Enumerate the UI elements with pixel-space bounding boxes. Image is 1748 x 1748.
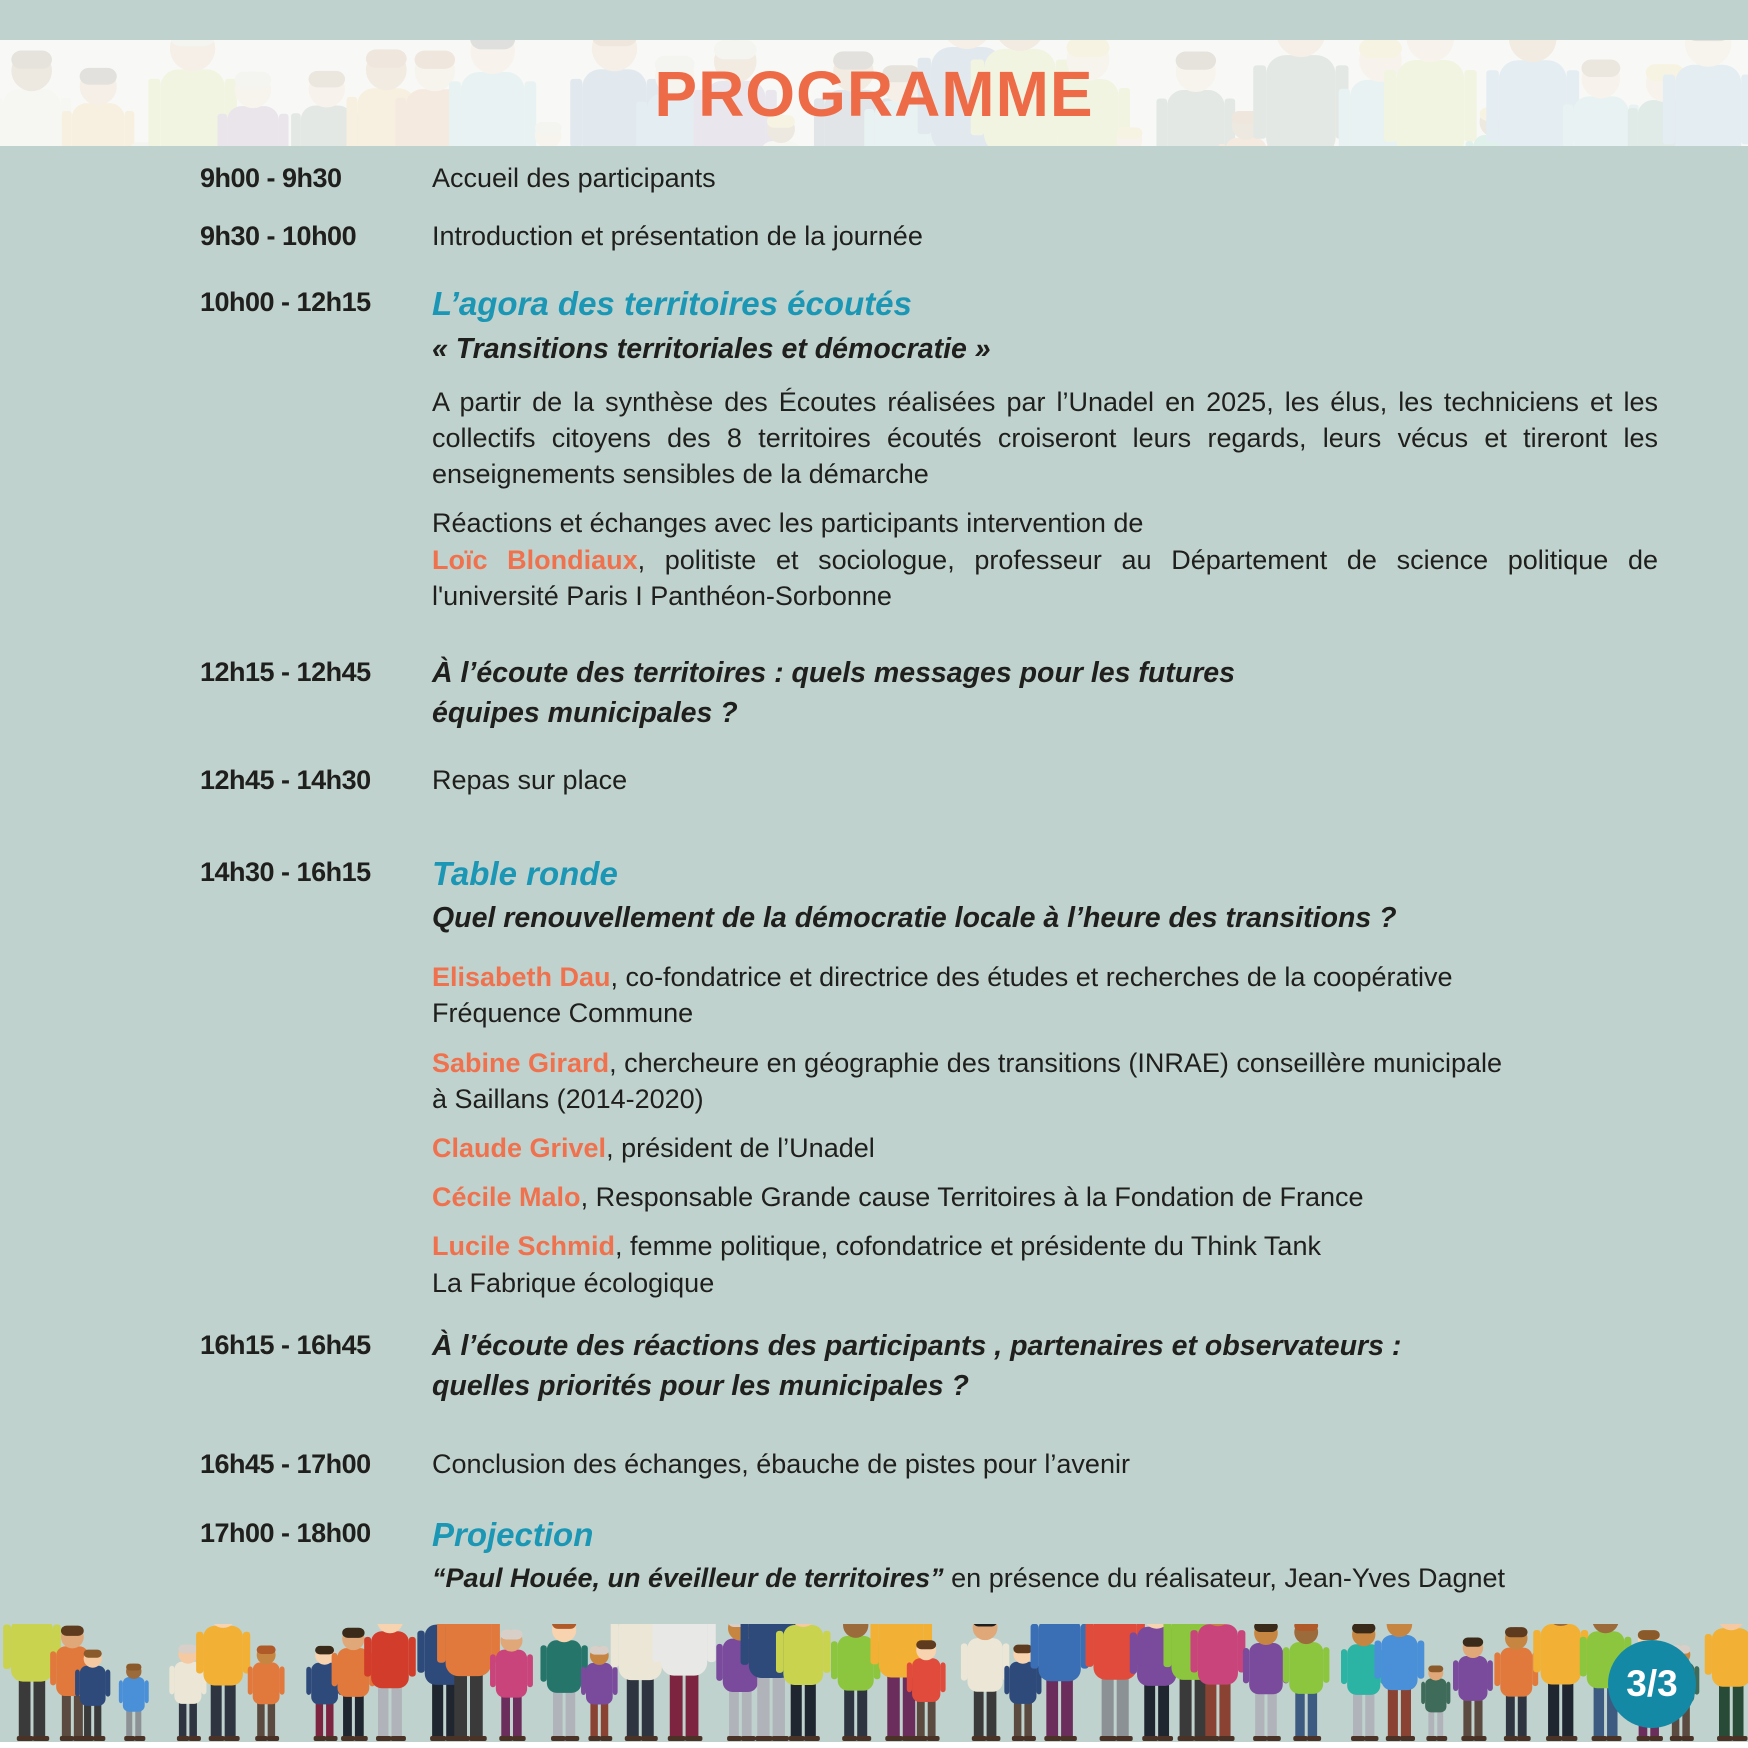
schedule-row <box>200 218 1658 254</box>
speaker-name: Sabine Girard <box>432 1047 610 1078</box>
speaker-role: , politiste et sociologue, professeur au Département de science politique de l'université Paris I Panthéon-Sorbonne <box>432 544 1658 611</box>
speaker-entry <box>432 1130 1658 1166</box>
time-range: 12h45 - 14h30 <box>200 764 371 795</box>
session-topic-line: Quel renouvellement de la démocratie locale à l’heure des transitions ? <box>432 902 1397 935</box>
session-content <box>432 762 1658 798</box>
session-content <box>432 218 1658 254</box>
session-topic-line: À l’écoute des réactions des participants , partenaires et observateurs : <box>432 1329 1402 1362</box>
speaker-role: , Responsable Grande cause Territoires à la Fondation de France <box>580 1182 1364 1213</box>
session-content <box>432 654 1658 734</box>
time-range: 9h00 - 9h30 <box>200 163 342 193</box>
schedule-row <box>200 1515 1658 1597</box>
session-content <box>432 854 1658 1301</box>
footer-crowd-band <box>0 1624 1748 1742</box>
session-topic-line: « Transitions territoriales et démocratie » <box>432 332 991 365</box>
session-topic-line: À l’écoute des territoires : quels messages pour les futures <box>432 656 1236 689</box>
film-screening <box>432 1560 1658 1596</box>
schedule <box>200 160 1658 1596</box>
speaker-name: Elisabeth Dau <box>432 962 611 993</box>
speaker-role-line2: à Saillans (2014-2020) <box>432 1083 704 1114</box>
time-range: 12h15 - 12h45 <box>200 656 371 687</box>
bottom-white-strip <box>0 1742 1748 1748</box>
session-content <box>432 1327 1658 1407</box>
speaker-entry <box>432 1228 1658 1300</box>
speaker-name: Claude Grivel <box>432 1132 607 1163</box>
schedule-row <box>200 1446 1658 1482</box>
session-topic <box>432 899 1658 939</box>
page-title: PROGRAMME <box>654 58 1094 130</box>
footer-crowd-illustration <box>0 1624 1748 1742</box>
time-range: 9h30 - 10h00 <box>200 221 357 252</box>
session-title: Table ronde <box>432 854 618 892</box>
time-range: 17h00 - 18h00 <box>200 1517 371 1548</box>
speaker-role: , chercheure en géographie des transitions (INRAE) conseillère municipale <box>609 1047 1503 1078</box>
header-band <box>0 40 1748 146</box>
session-description: A partir de la synthèse des Écoutes réalisées par l’Unadel en 2025, les élus, les techniciens et les collectifs citoyens des 8 territoires écoutés croiseront leurs regards, leurs vécus et tireront les enseignements sensibles de la démarche <box>432 386 1658 490</box>
session-topic <box>432 330 1658 370</box>
speaker-role: , président de l’Unadel <box>606 1132 875 1163</box>
film-credit: en présence du réalisateur, Jean-Yves Dagnet <box>943 1563 1506 1594</box>
session-topic-line: quelles priorités pour les municipales ? <box>432 1369 969 1402</box>
speaker-entry <box>432 1179 1658 1215</box>
schedule-row <box>200 1327 1658 1407</box>
speaker-name: Cécile Malo <box>432 1182 581 1213</box>
schedule-row <box>200 654 1658 734</box>
session-label: Introduction et présentation de la journée <box>432 221 923 252</box>
session-content <box>432 1446 1658 1482</box>
speaker-lead: Réactions et échanges avec les participants intervention de <box>432 508 1144 539</box>
session-label: Repas sur place <box>432 764 628 795</box>
speaker-entry <box>432 1045 1658 1117</box>
time-range: 16h45 - 17h00 <box>200 1449 371 1480</box>
speaker-name: Loïc Blondiaux <box>432 544 638 575</box>
time-range: 16h15 - 16h45 <box>200 1329 371 1360</box>
session-content <box>432 1515 1658 1597</box>
speaker-entry <box>432 505 1658 614</box>
session-title: Projection <box>432 1515 594 1553</box>
speaker-role: , femme politique, cofondatrice et présidente du Think Tank <box>615 1231 1321 1262</box>
session-content <box>432 160 1658 196</box>
session-content <box>432 284 1658 614</box>
time-range: 14h30 - 16h15 <box>200 856 371 887</box>
session-title: L’agora des territoires écoutés <box>432 285 912 323</box>
speaker-entry <box>432 959 1658 1031</box>
schedule-row <box>200 762 1658 798</box>
film-title: “Paul Houée, un éveilleur de territoires” <box>432 1563 944 1594</box>
session-topic <box>432 1327 1658 1407</box>
schedule-row <box>200 854 1658 1301</box>
schedule-row <box>200 160 1658 196</box>
page-number: 3/3 <box>1626 1663 1678 1704</box>
time-range: 10h00 - 12h15 <box>200 287 371 318</box>
speaker-role: , co-fondatrice et directrice des études et recherches de la coopérative <box>610 962 1453 993</box>
page-indicator-badge <box>1608 1640 1696 1728</box>
speaker-role-line2: Fréquence Commune <box>432 998 694 1029</box>
session-label: Conclusion des échanges, ébauche de pistes pour l’avenir <box>432 1449 1130 1480</box>
session-label: Accueil des participants <box>432 163 716 193</box>
schedule-row <box>200 284 1658 614</box>
session-topic-line: équipes municipales ? <box>432 696 738 729</box>
speaker-role-line2: La Fabrique écologique <box>432 1267 715 1298</box>
session-topic <box>432 654 1658 734</box>
speaker-name: Lucile Schmid <box>432 1231 616 1262</box>
